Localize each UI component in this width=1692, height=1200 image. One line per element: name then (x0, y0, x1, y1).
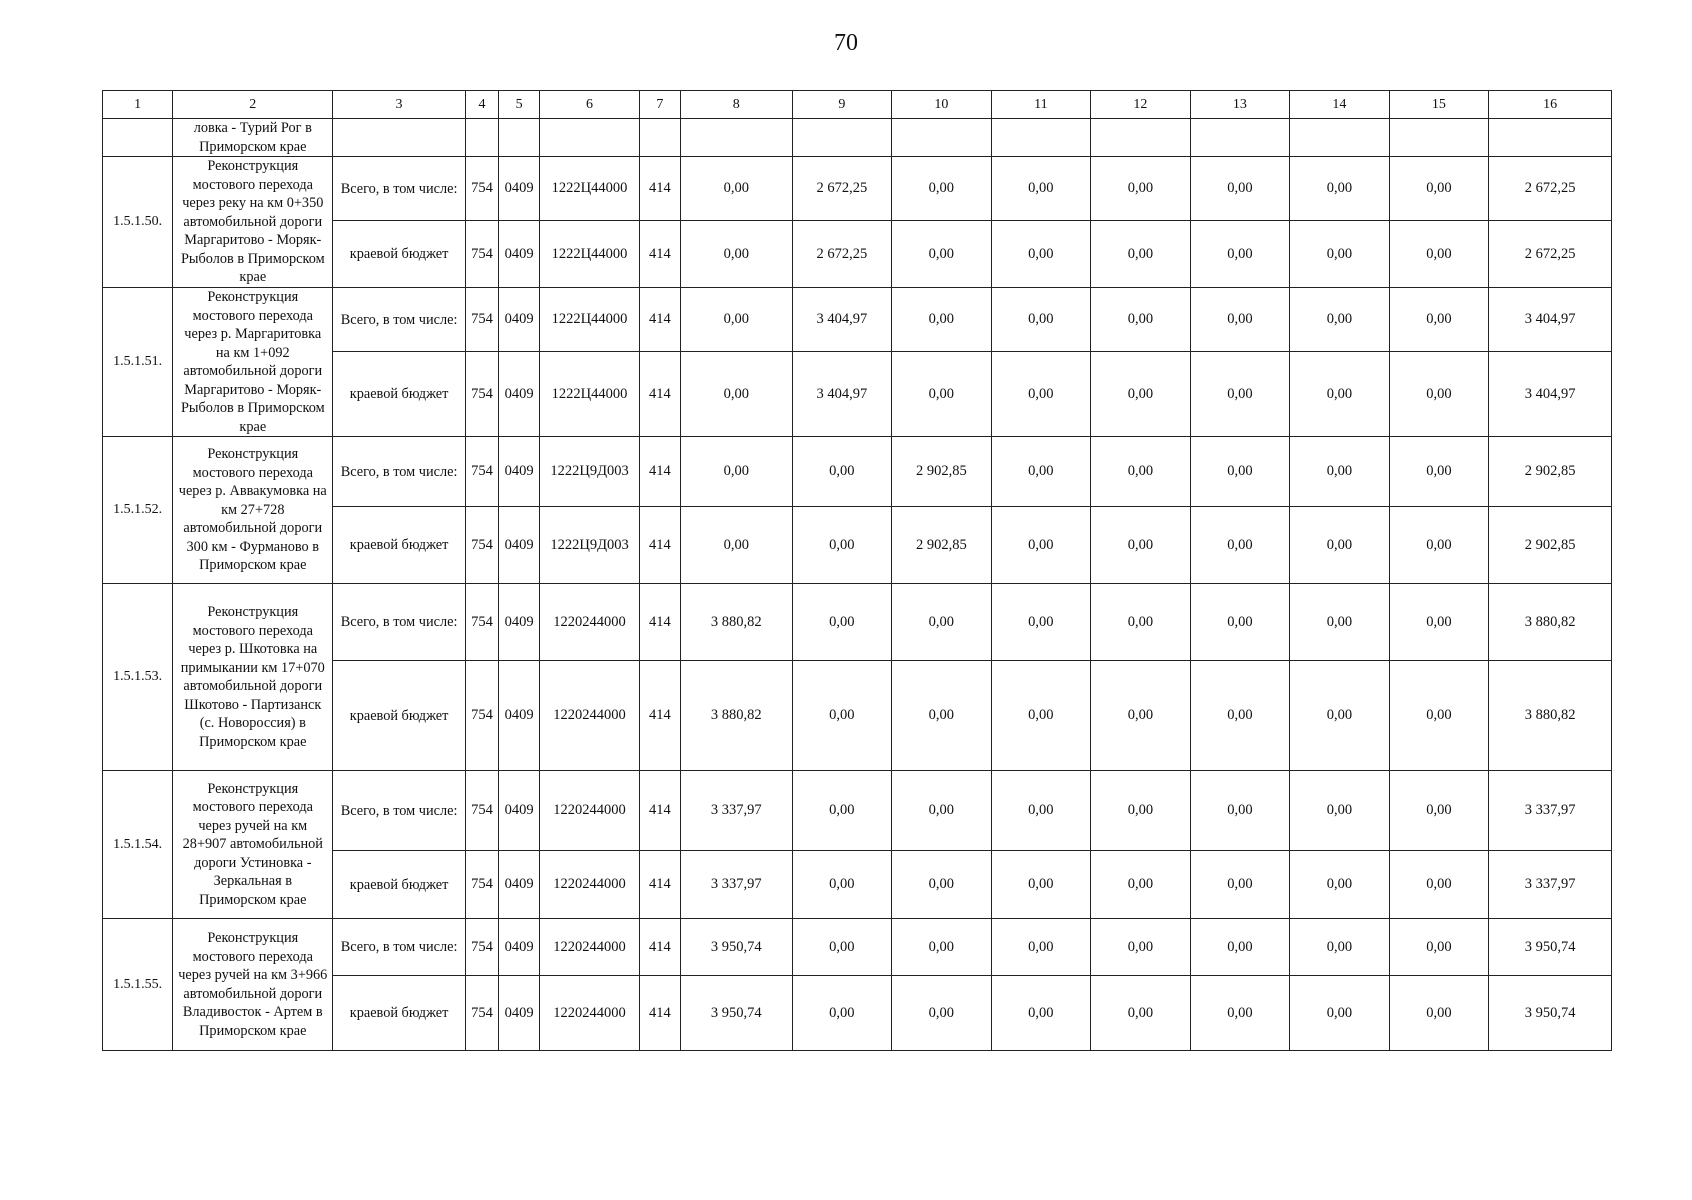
year-value: 0,00 (892, 221, 992, 288)
total-value: 2 902,85 (1489, 437, 1612, 507)
target-article: 1220244000 (540, 919, 640, 976)
target-article: 1220244000 (540, 771, 640, 851)
funding-source: Всего, в том числе: (333, 157, 466, 221)
code-0409: 0409 (499, 661, 540, 771)
total-value: 3 337,97 (1489, 771, 1612, 851)
year-value: 0,00 (1091, 288, 1191, 352)
page-number: 70 (834, 30, 858, 56)
year-value: 0,00 (1091, 157, 1191, 221)
column-header: 10 (892, 91, 992, 119)
target-article: 1220244000 (540, 661, 640, 771)
year-value: 0,00 (892, 919, 992, 976)
column-header: 13 (1190, 91, 1290, 119)
column-header: 1 (103, 91, 173, 119)
year-value: 0,00 (991, 437, 1091, 507)
year-value: 0,00 (991, 976, 1091, 1051)
year-value: 0,00 (792, 976, 892, 1051)
column-header: 4 (465, 91, 498, 119)
funding-source: краевой бюджет (333, 976, 466, 1051)
column-header: 12 (1091, 91, 1191, 119)
year-value: 0,00 (681, 157, 793, 221)
year-value: 0,00 (681, 437, 793, 507)
item-number: 1.5.1.55. (103, 919, 173, 1051)
total-value: 3 880,82 (1489, 661, 1612, 771)
year-value: 0,00 (1091, 919, 1191, 976)
continuation-row (103, 119, 1612, 157)
year-value: 0,00 (1190, 771, 1290, 851)
year-value: 0,00 (792, 851, 892, 919)
year-value: 0,00 (1389, 584, 1489, 661)
column-header: 6 (540, 91, 640, 119)
year-value: 0,00 (1290, 288, 1390, 352)
column-header: 3 (333, 91, 466, 119)
year-value: 0,00 (1091, 771, 1191, 851)
year-value: 0,00 (1389, 851, 1489, 919)
code-754: 754 (465, 976, 498, 1051)
expense-type: 414 (639, 352, 680, 437)
expense-type: 414 (639, 507, 680, 584)
year-value: 3 950,74 (681, 919, 793, 976)
column-header: 16 (1489, 91, 1612, 119)
year-value: 0,00 (1190, 851, 1290, 919)
total-value: 3 337,97 (1489, 851, 1612, 919)
year-value: 0,00 (1290, 157, 1390, 221)
year-value: 0,00 (1091, 507, 1191, 584)
item-name: Реконструкция мостового перехода через ручей на км 28+907 автомобильной дороги Устиновка - Зеркальная в Приморском крае (173, 771, 333, 919)
code-754: 754 (465, 437, 498, 507)
year-value: 0,00 (991, 221, 1091, 288)
item-number: 1.5.1.52. (103, 437, 173, 584)
code-754: 754 (465, 771, 498, 851)
year-value: 0,00 (1290, 771, 1390, 851)
total-value: 2 672,25 (1489, 221, 1612, 288)
total-value: 3 404,97 (1489, 352, 1612, 437)
year-value: 0,00 (892, 851, 992, 919)
funding-source: краевой бюджет (333, 507, 466, 584)
code-0409: 0409 (499, 157, 540, 221)
year-value: 0,00 (681, 352, 793, 437)
year-value: 0,00 (892, 661, 992, 771)
item-name: Реконструкция мостового перехода через ручей на км 3+966 автомобильной дороги Владивосток - Артем в Приморском крае (173, 919, 333, 1051)
num-cell (103, 119, 173, 157)
code-754: 754 (465, 288, 498, 352)
target-article: 1222Ц9Д003 (540, 507, 640, 584)
year-value: 0,00 (892, 584, 992, 661)
target-article: 1220244000 (540, 976, 640, 1051)
year-value: 0,00 (1190, 584, 1290, 661)
year-value: 0,00 (1091, 221, 1191, 288)
year-value: 0,00 (1190, 288, 1290, 352)
year-value: 0,00 (792, 437, 892, 507)
column-header: 8 (681, 91, 793, 119)
expense-type: 414 (639, 157, 680, 221)
year-value: 0,00 (1290, 661, 1390, 771)
funding-source: краевой бюджет (333, 352, 466, 437)
year-value: 0,00 (1290, 352, 1390, 437)
funding-source: Всего, в том числе: (333, 437, 466, 507)
expense-type: 414 (639, 919, 680, 976)
year-value: 0,00 (1389, 437, 1489, 507)
budget-table (102, 90, 1612, 1051)
column-header: 15 (1389, 91, 1489, 119)
code-0409: 0409 (499, 507, 540, 584)
year-value: 3 337,97 (681, 851, 793, 919)
year-value: 0,00 (792, 584, 892, 661)
year-value: 0,00 (1091, 437, 1191, 507)
funding-source: краевой бюджет (333, 221, 466, 288)
code-0409: 0409 (499, 771, 540, 851)
total-value: 2 902,85 (1489, 507, 1612, 584)
year-value: 0,00 (681, 288, 793, 352)
year-value: 0,00 (792, 919, 892, 976)
code-0409: 0409 (499, 919, 540, 976)
code-754: 754 (465, 507, 498, 584)
column-header: 14 (1290, 91, 1390, 119)
year-value: 0,00 (991, 157, 1091, 221)
total-value: 2 672,25 (1489, 157, 1612, 221)
item-total-row (103, 584, 1612, 661)
code-0409: 0409 (499, 584, 540, 661)
item-name: Реконструкция мостового перехода через р. Аввакумовка на км 27+728 автомобильной дороги 300 км - Фурманово в Приморском крае (173, 437, 333, 584)
year-value: 0,00 (681, 221, 793, 288)
code-0409: 0409 (499, 221, 540, 288)
funding-source: Всего, в том числе: (333, 288, 466, 352)
funding-source: Всего, в том числе: (333, 771, 466, 851)
table-header (103, 91, 1612, 119)
year-value: 3 404,97 (792, 288, 892, 352)
year-value: 0,00 (1091, 352, 1191, 437)
item-total-row (103, 771, 1612, 851)
year-value: 0,00 (1190, 661, 1290, 771)
expense-type: 414 (639, 584, 680, 661)
year-value: 0,00 (1389, 352, 1489, 437)
year-value: 0,00 (1389, 507, 1489, 584)
funding-source: краевой бюджет (333, 851, 466, 919)
year-value: 0,00 (892, 976, 992, 1051)
year-value: 0,00 (991, 352, 1091, 437)
year-value: 2 672,25 (792, 157, 892, 221)
expense-type: 414 (639, 851, 680, 919)
year-value: 0,00 (991, 507, 1091, 584)
year-value: 0,00 (1389, 221, 1489, 288)
table-body (103, 119, 1612, 1051)
year-value: 0,00 (1389, 157, 1489, 221)
year-value: 0,00 (1190, 437, 1290, 507)
year-value: 0,00 (1389, 288, 1489, 352)
year-value: 0,00 (1190, 352, 1290, 437)
year-value: 0,00 (792, 507, 892, 584)
year-value: 0,00 (892, 157, 992, 221)
code-0409: 0409 (499, 437, 540, 507)
year-value: 0,00 (1290, 507, 1390, 584)
item-number: 1.5.1.54. (103, 771, 173, 919)
year-value: 2 902,85 (892, 437, 992, 507)
expense-type: 414 (639, 771, 680, 851)
year-value: 0,00 (1190, 976, 1290, 1051)
year-value: 0,00 (991, 919, 1091, 976)
year-value: 0,00 (1389, 771, 1489, 851)
year-value: 0,00 (1190, 507, 1290, 584)
item-total-row (103, 919, 1612, 976)
year-value: 0,00 (1290, 851, 1390, 919)
item-name: Реконструкция мостового перехода через реку на км 0+350 автомобильной дороги Маргаритово - Моряк-Рыболов в Приморском крае (173, 157, 333, 288)
column-header: 7 (639, 91, 680, 119)
year-value: 0,00 (991, 851, 1091, 919)
column-number-row (103, 91, 1612, 119)
expense-type: 414 (639, 661, 680, 771)
year-value: 0,00 (1091, 661, 1191, 771)
year-value: 2 902,85 (892, 507, 992, 584)
total-value: 3 950,74 (1489, 919, 1612, 976)
target-article: 1222Ц44000 (540, 288, 640, 352)
year-value: 0,00 (1290, 919, 1390, 976)
item-number: 1.5.1.53. (103, 584, 173, 771)
item-name-cell: ловка - Турий Рог в Приморском крае (173, 119, 333, 157)
year-value: 0,00 (1290, 976, 1390, 1051)
year-value: 0,00 (1290, 584, 1390, 661)
year-value: 0,00 (792, 661, 892, 771)
expense-type: 414 (639, 437, 680, 507)
code-754: 754 (465, 221, 498, 288)
target-article: 1222Ц44000 (540, 157, 640, 221)
code-0409: 0409 (499, 851, 540, 919)
total-value: 3 950,74 (1489, 976, 1612, 1051)
year-value: 3 950,74 (681, 976, 793, 1051)
code-754: 754 (465, 661, 498, 771)
year-value: 0,00 (892, 288, 992, 352)
code-754: 754 (465, 157, 498, 221)
target-article: 1220244000 (540, 851, 640, 919)
expense-type: 414 (639, 221, 680, 288)
year-value: 3 880,82 (681, 661, 793, 771)
year-value: 0,00 (1091, 851, 1191, 919)
code-754: 754 (465, 584, 498, 661)
item-total-row (103, 157, 1612, 221)
target-article: 1222Ц44000 (540, 352, 640, 437)
item-number: 1.5.1.50. (103, 157, 173, 288)
year-value: 0,00 (991, 584, 1091, 661)
year-value: 3 337,97 (681, 771, 793, 851)
year-value: 0,00 (892, 771, 992, 851)
code-754: 754 (465, 352, 498, 437)
year-value: 2 672,25 (792, 221, 892, 288)
funding-source: краевой бюджет (333, 661, 466, 771)
year-value: 0,00 (1389, 976, 1489, 1051)
column-header: 11 (991, 91, 1091, 119)
column-header: 9 (792, 91, 892, 119)
total-value: 3 880,82 (1489, 584, 1612, 661)
year-value: 0,00 (1190, 157, 1290, 221)
code-0409: 0409 (499, 976, 540, 1051)
item-name: Реконструкция мостового перехода через р. Шкотовка на примыкании км 17+070 автомобильной дороги Шкотово - Партизанск (с. Новороссия) в Приморском крае (173, 584, 333, 771)
expense-type: 414 (639, 288, 680, 352)
item-total-row (103, 288, 1612, 352)
column-header: 2 (173, 91, 333, 119)
item-number: 1.5.1.51. (103, 288, 173, 437)
target-article: 1222Ц44000 (540, 221, 640, 288)
year-value: 0,00 (1389, 919, 1489, 976)
year-value: 0,00 (892, 352, 992, 437)
year-value: 0,00 (1389, 661, 1489, 771)
target-article: 1220244000 (540, 584, 640, 661)
year-value: 0,00 (1290, 437, 1390, 507)
column-header: 5 (499, 91, 540, 119)
year-value: 3 880,82 (681, 584, 793, 661)
year-value: 3 404,97 (792, 352, 892, 437)
year-value: 0,00 (1091, 584, 1191, 661)
code-0409: 0409 (499, 288, 540, 352)
year-value: 0,00 (991, 288, 1091, 352)
total-value: 3 404,97 (1489, 288, 1612, 352)
funding-source: Всего, в том числе: (333, 584, 466, 661)
year-value: 0,00 (792, 771, 892, 851)
year-value: 0,00 (991, 661, 1091, 771)
year-value: 0,00 (991, 771, 1091, 851)
item-name: Реконструкция мостового перехода через р. Маргаритовка на км 1+092 автомобильной дороги Маргаритово - Моряк-Рыболов в Приморском крае (173, 288, 333, 437)
item-total-row (103, 437, 1612, 507)
year-value: 0,00 (1290, 221, 1390, 288)
code-0409: 0409 (499, 352, 540, 437)
year-value: 0,00 (1190, 221, 1290, 288)
year-value: 0,00 (1190, 919, 1290, 976)
year-value: 0,00 (681, 507, 793, 584)
code-754: 754 (465, 851, 498, 919)
expense-type: 414 (639, 976, 680, 1051)
code-754: 754 (465, 919, 498, 976)
target-article: 1222Ц9Д003 (540, 437, 640, 507)
year-value: 0,00 (1091, 976, 1191, 1051)
funding-source: Всего, в том числе: (333, 919, 466, 976)
